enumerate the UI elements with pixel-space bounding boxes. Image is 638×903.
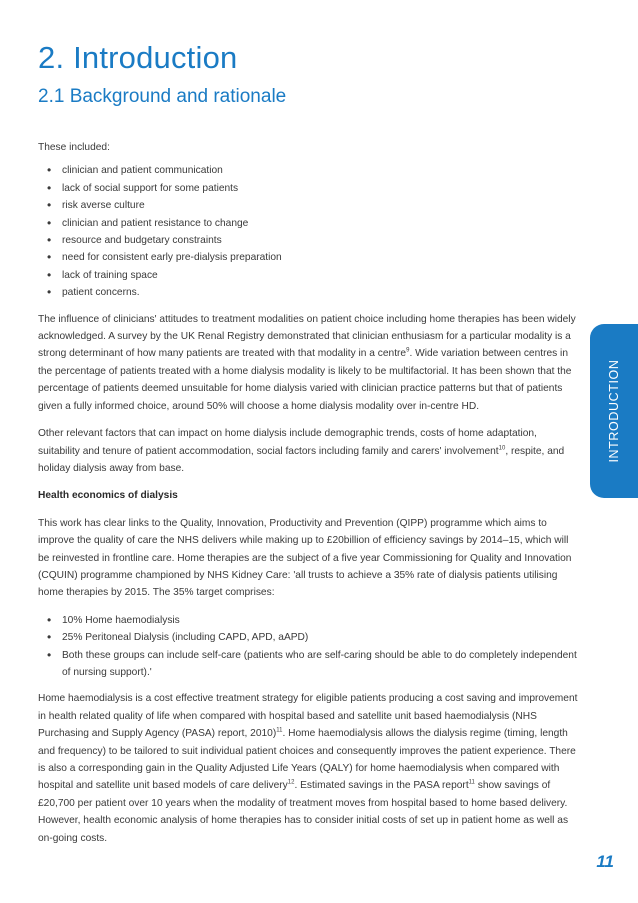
list-item: • 10% Home haemodialysis: [38, 612, 578, 629]
page-number: 11: [596, 852, 614, 871]
list-item: • need for consistent early pre-dialysis preparation: [38, 249, 578, 266]
paragraph-qipp: This work has clear links to the Quality, Innovation, Productivity and Prevention (QIPP) programme which aims to improve the quality of care the NHS delivers while making up to £20billion of efficiency savings by 2014–15, which will be reinvested in frontline care. Home therapies are the subject of a five year Commissioning for Quality and Innovation (CQUIN) programme championed by NHS Kidney Care: 'all trusts to achieve a 35% rate of dialysis patients utilising home therapies by 2015. The 35% target comprises:: [38, 517, 572, 599]
list-item: • 25% Peritoneal Dialysis (including CAPD, APD, aAPD): [38, 629, 578, 646]
paragraph-text: . Estimated savings in the PASA report: [294, 780, 469, 792]
reference-marker: 10: [498, 445, 506, 452]
list-item: • lack of social support for some patients: [38, 180, 578, 197]
chapter-title: 2. Introduction: [38, 40, 238, 75]
paragraph-text: . Home haemodialysis allows the dialysis regime (timing, length and frequency) to be tailored to suit individual patient choices and consequently improves the patient experience. There is also a corresponding gain in the Quality Adjusted Life Years (QALY) for home haemodialysis when compared with hospital and satellite unit based models of care delivery: [38, 728, 576, 792]
list-item: • Both these groups can include self-care (patients who are self-caring should be able to do completely independent of nursing support).': [38, 647, 578, 682]
list-item: • risk averse culture: [38, 197, 578, 214]
paragraph-text: show savings of £20,700 per patient over 10 years when the modality of treatment moves from hospital based to home based delivery. However, health economic analysis of home therapies has to consider initial costs of set up in patient home as well as on-going costs.: [38, 780, 569, 844]
section-title: 2.1 Background and rationale: [38, 86, 287, 107]
list-item: • lack of training space: [38, 267, 578, 284]
barriers-list: [38, 162, 578, 301]
paragraph-text: The influence of clinicians' attitudes to treatment modalities on patient choice including home therapies has been widely acknowledged. A survey by the UK Renal Registry demonstrated that clinician enthusiasm for a particular modality is a strong determinant of how many patients are treated with that modality in a centre: [38, 313, 576, 360]
section-side-tab: [590, 324, 638, 498]
paragraph-text: Home haemodialysis is a cost effective treatment strategy for eligible patients producing a cost saving and improvement in health related quality of life when compared with hospital based and satellite unit based haemodialysis (NHS Purchasing and Supply Agency (PASA) report, 2010): [38, 693, 578, 740]
reference-marker: 9: [406, 348, 410, 355]
targets-list: [38, 612, 578, 682]
list-item: • resource and budgetary constraints: [38, 232, 578, 249]
paragraph-clinician-influence: [38, 311, 578, 415]
side-tab-label: INTRODUCTION: [607, 359, 621, 463]
paragraph-other-factors: [38, 425, 578, 477]
reference-marker: 11: [468, 780, 475, 787]
paragraph-text: , respite, and holiday dialysis away from base.: [38, 445, 565, 474]
list-item: • patient concerns.: [38, 284, 578, 301]
paragraph-home-haemodialysis: [38, 690, 578, 847]
reference-marker: 12: [287, 780, 295, 787]
list-item: • clinician and patient communication: [38, 162, 578, 179]
paragraph-text: . Wide variation between centres in the percentage of patients treated with a home dialysis modality is likely to be multifactorial. It has been shown that the percentage of patients deemed unsuitable for home dialysis varied with clinician practice patterns but that of patients given a fully informed choice, around 50% will choose a home dialysis modality over in-centre HD.: [38, 348, 572, 412]
reference-marker: 11: [276, 727, 283, 734]
subheading-health-economics: Health economics of dialysis: [38, 490, 178, 502]
paragraph-text: Other relevant factors that can impact on home dialysis include demographic trends, costs of home adaptation, suitability and tenure of patient accommodation, social factors including family and carers' involvement: [38, 428, 537, 457]
list-item: • clinician and patient resistance to change: [38, 215, 578, 232]
intro-text: These included:: [38, 142, 110, 153]
body-content: [38, 139, 578, 857]
